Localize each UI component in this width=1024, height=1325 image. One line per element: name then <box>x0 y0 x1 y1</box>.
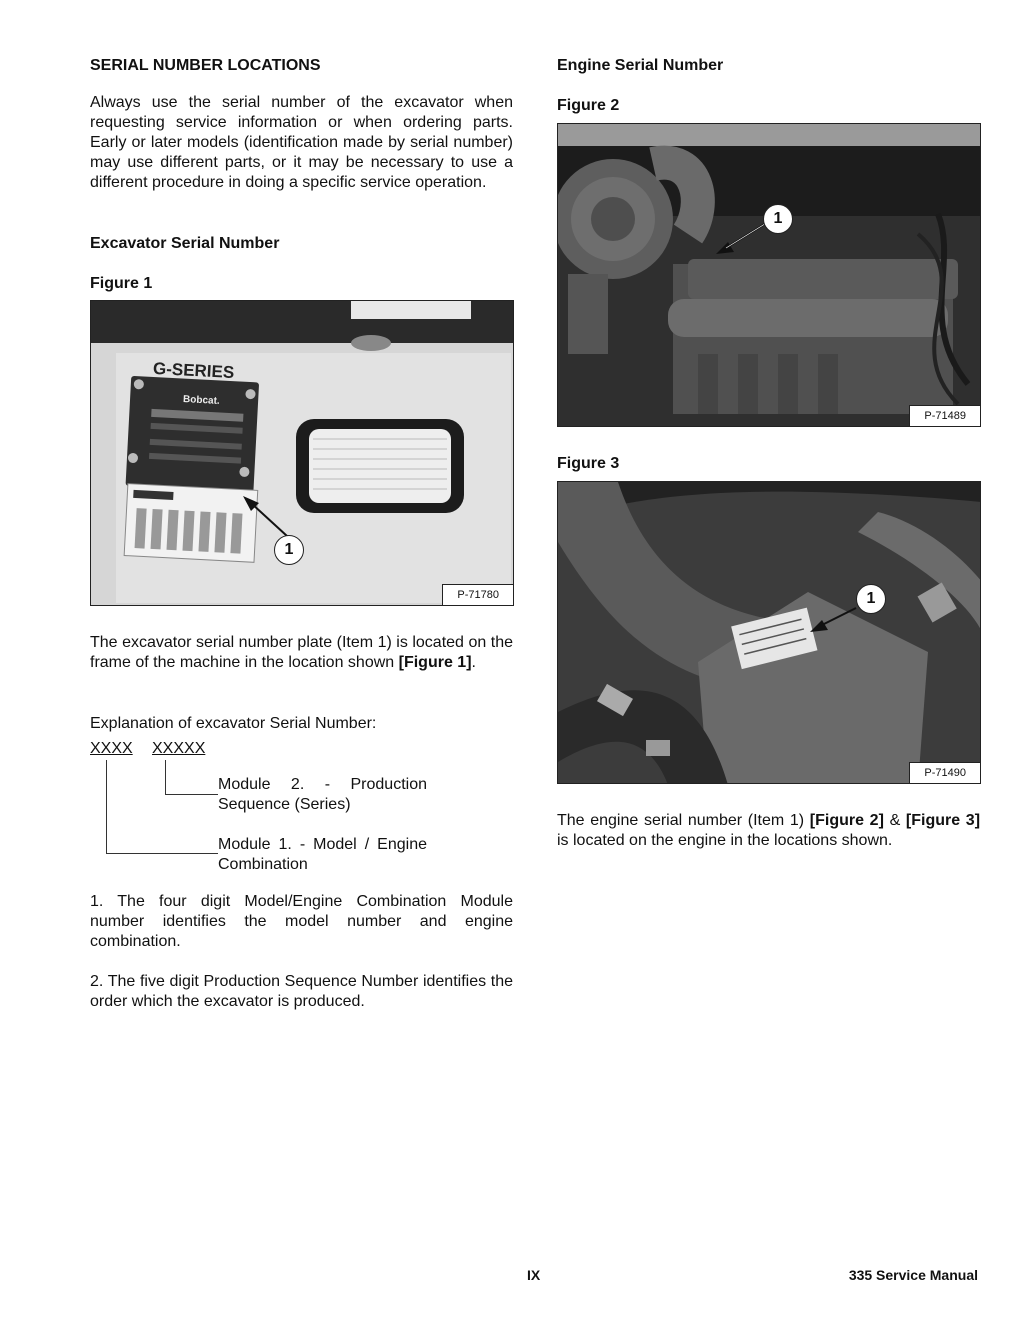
figure-3-callout: 1 <box>856 584 886 614</box>
module-1-bracket-horizontal <box>106 853 218 854</box>
engine-top-illustration <box>558 124 981 427</box>
module-2-bracket-vertical <box>165 760 166 795</box>
figure-3-code: P-71490 <box>909 762 980 783</box>
manual-title: 335 Service Manual <box>848 1267 978 1283</box>
figure-3-label: Figure 3 <box>557 455 620 472</box>
excavator-plate-illustration <box>91 301 514 606</box>
excavator-serial-heading: Excavator Serial Number <box>90 235 280 252</box>
figure-2-code: P-71489 <box>909 405 980 426</box>
figure-2-reference: [Figure 2] <box>809 812 884 829</box>
figure-3-image <box>557 481 981 784</box>
code-module-1: XXXX <box>90 740 133 757</box>
figure-1-label: Figure 1 <box>90 275 153 292</box>
note-1: 1. The four digit Model/Engine Combination Module number identifies the model number and engine combination. <box>90 893 513 950</box>
module-2-bracket-horizontal <box>165 794 218 795</box>
page-number: IX <box>527 1267 541 1283</box>
engine-serial-heading: Engine Serial Number <box>557 57 724 74</box>
module-1-line-2: Combination <box>218 856 308 873</box>
plate-series-text: G-SERIES <box>152 358 235 383</box>
figure-1-code: P-71780 <box>442 584 513 605</box>
ampersand: & <box>883 812 906 829</box>
section-heading: SERIAL NUMBER LOCATIONS <box>90 57 321 74</box>
module-2-line-2: Sequence (Series) <box>218 796 351 813</box>
figure-2-label: Figure 2 <box>557 97 620 114</box>
code-module-2: XXXXX <box>152 740 206 757</box>
plate-brand-text: Bobcat. <box>182 394 220 407</box>
note-2: 2. The five digit Production Sequence Number identifies the order which the excavator is produced. <box>90 973 513 1010</box>
figure-2-callout: 1 <box>763 204 793 234</box>
figure-2-image <box>557 123 981 427</box>
location-paragraph <box>90 633 513 673</box>
figure-3-reference: [Figure 3] <box>905 812 981 829</box>
engine-text-end: is located on the engine in the locations shown. <box>557 832 893 849</box>
engine-label-illustration <box>558 482 981 784</box>
location-text-end: . <box>471 654 476 671</box>
location-text: The excavator serial number plate (Item 1) is located on the frame of the machine in the location shown <box>90 634 513 671</box>
engine-text: The engine serial number (Item 1) <box>557 812 810 829</box>
figure-1-callout: 1 <box>274 535 304 565</box>
figure-1-image <box>90 300 514 606</box>
module-2-line-1: Module 2. - Production <box>218 776 427 793</box>
figure-1-reference: [Figure 1] <box>398 654 472 671</box>
engine-location-paragraph <box>557 811 980 851</box>
explanation-title: Explanation of excavator Serial Number: <box>90 715 377 732</box>
module-1-line-1: Module 1. - Model / Engine <box>218 836 427 853</box>
module-1-bracket-vertical <box>106 760 107 854</box>
intro-paragraph: Always use the serial number of the excavator when requesting service information or when ordering parts. Early or later models (identification made by serial number) may use different parts, or it may be necessary to use a different procedure in doing a specific service operation. <box>90 94 513 191</box>
